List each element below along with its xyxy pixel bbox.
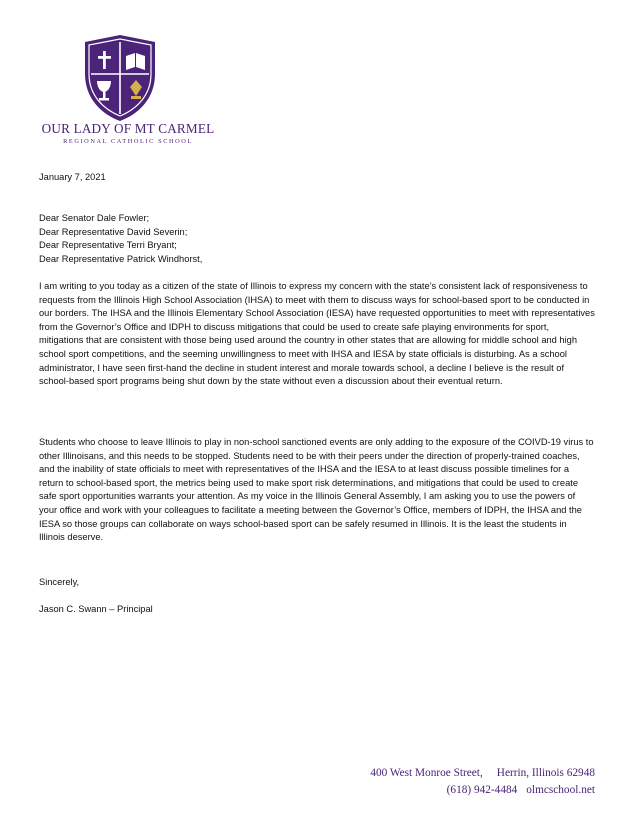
- closing: Sincerely,: [39, 577, 80, 587]
- footer-contact: [447, 784, 595, 796]
- salutation-block: [39, 212, 202, 266]
- letter-date: January 7, 2021: [39, 172, 106, 182]
- school-subtitle: REGIONAL CATHOLIC SCHOOL: [63, 138, 193, 145]
- salutation-line: Dear Representative Terri Bryant;: [39, 240, 177, 251]
- school-name: OUR LADY OF MT CARMEL: [41, 121, 215, 136]
- salutation-line: Dear Representative Patrick Windhorst,: [39, 253, 203, 264]
- salutation-line: Dear Senator Dale Fowler;: [39, 213, 150, 223]
- shield-crest-icon: [85, 35, 155, 121]
- footer-city-state-zip: Herrin, Illinois 62948: [496, 767, 595, 779]
- footer-address: [370, 767, 595, 779]
- body-paragraph-2: Students who choose to leave Illinois to play in non-school sanctioned events are only adding to the exposure of the COIVD-19 virus to other Illinoisans, and this needs to be stopped. Students need to be with their peers under the direction of properly-trained coaches, and the inability of state officials to meet with representatives of the IHSA and the IESA to at least discuss possible timelines for a return to school-based sport, the metrics being used to make sport risk determinations, and mitigations that could be used to create safe sport opportunities warrants your attention. As my voice in the Illinois General Assembly, I am asking you to use the powers of your office and work with your colleagues to facilitate a meeting between the Governor’s Office, members of IDPH, the IHSA and the IESA so those groups can collaborate on ways school-based sport can be safely resumed in Illinois. It is the least the students in Illinois deserve.: [39, 437, 594, 543]
- body-paragraph-1: I am writing to you today as a citizen of the state of Illinois to express my concern with the state’s consistent lack of responsiveness to requests from the Illinois High School Association (IHSA) to meet with them to discuss ways for school-based sport to be conducted in our borders. The IHSA and the Illinois Elementary School Association (IESA) have requested opportunities to meet with representatives from the Governor’s Office and IDPH to discuss mitigations that could be used to create safe playing environments for sport, mitigations that are consistent with those being used around the country in other states that are allowing for middle school and high school sport competitions, and the seeming unwillingness to meet with IHSA and IESA by state officials is disturbing. As a school administrator, I have seen first-hand the decline in student interest and morale towards school, a decline I believe is the result of school-based sport programs being shut down by the state without even a discussion about their eventual return.: [39, 281, 595, 387]
- footer-website: olmcschool.net: [526, 784, 595, 796]
- salutation-line: Dear Representative David Severin;: [39, 226, 188, 237]
- school-crest-logo: [83, 34, 157, 122]
- footer-phone: (618) 942-4484: [446, 784, 518, 796]
- footer-street: 400 West Monroe Street,: [370, 767, 483, 779]
- signature: Jason C. Swann – Principal: [39, 604, 153, 614]
